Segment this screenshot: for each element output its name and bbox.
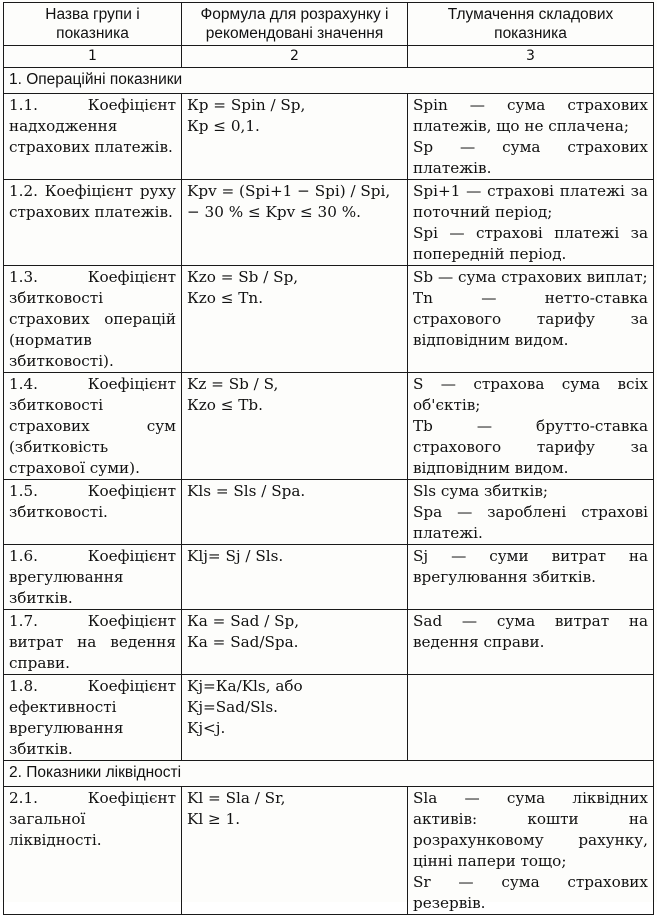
indicator-formula: [182, 266, 408, 373]
table-header-row: [4, 3, 654, 46]
formula-line: Kj=Sad/Sls.: [187, 698, 278, 716]
indicator-name: 1.2. Коефіцієнт руху страхових платежів.: [4, 180, 182, 266]
indicator-name: 1.4. Коефіцієнт збитковості страхових сум (збитковість страхової суми).: [4, 373, 182, 480]
formula-line: Кzo = Sb / Sp,: [187, 268, 299, 286]
section-row: [4, 68, 654, 94]
explanation-line: Spa — зароблені страхові платежі.: [413, 503, 648, 542]
table-body: [4, 68, 654, 915]
table-row: [4, 787, 654, 915]
explanation-line: Sb — сума страхових виплат;: [413, 268, 648, 286]
indicator-formula: [182, 545, 408, 610]
explanation-line: Sls сума збитків;: [413, 482, 548, 500]
section-row: [4, 761, 654, 787]
indicator-explanation: [408, 94, 654, 180]
explanation-line: Sad — сума витрат на ведення справи.: [413, 612, 648, 651]
formula-line: Kl = Sla / Sr,: [187, 789, 286, 807]
indicator-formula: [182, 480, 408, 545]
formula-line: Kl ≥ 1.: [187, 810, 241, 828]
column-number-2: 2: [182, 46, 408, 68]
indicator-formula: [182, 94, 408, 180]
indicator-explanation: [408, 675, 654, 761]
formula-line: Кzo ≤ Tn.: [187, 289, 264, 307]
indicator-name: 1.6. Коефіцієнт врегулювання збитків.: [4, 545, 182, 610]
indicator-explanation: [408, 180, 654, 266]
formula-line: Ка = Sad / Sp,: [187, 612, 300, 630]
table-row: [4, 545, 654, 610]
column-numbers-row: [4, 46, 654, 68]
indicator-explanation: [408, 545, 654, 610]
section-title: 2. Показники ліквідності: [4, 761, 654, 787]
formula-line: Klj= Sj / Sls.: [187, 547, 284, 565]
header-explanation: Тлумачення складових показника: [408, 3, 654, 46]
column-number-1: 1: [4, 46, 182, 68]
formula-line: Kj<j.: [187, 719, 226, 737]
table-row: [4, 675, 654, 761]
explanation-line: Spin — сума страхових платежів, що не сплачена;: [413, 96, 648, 135]
section-title: 1. Операційні показники: [4, 68, 654, 94]
indicator-name: 1.5. Коефіцієнт збитковості.: [4, 480, 182, 545]
indicator-explanation: [408, 787, 654, 915]
formula-line: Kls = Sls / Spa.: [187, 482, 306, 500]
indicator-name: 2.1. Коефіцієнт загальної ліквідності.: [4, 787, 182, 915]
explanation-line: Sj — суми витрат на врегулювання збитків.: [413, 547, 648, 586]
table-row: [4, 266, 654, 373]
formula-line: Ка = Sad/Spa.: [187, 633, 299, 651]
table-row: [4, 180, 654, 266]
indicator-formula: [182, 787, 408, 915]
table-row: [4, 94, 654, 180]
indicator-explanation: [408, 373, 654, 480]
header-formula: Формула для розрахунку і рекомендовані значення: [182, 3, 408, 46]
indicator-explanation: [408, 266, 654, 373]
header-name: Назва групи і показника: [4, 3, 182, 46]
indicator-formula: [182, 610, 408, 675]
formula-line: Кр ≤ 0,1.: [187, 117, 260, 135]
formula-line: Кzo ≤ Tb.: [187, 396, 263, 414]
indicator-name: 1.7. Коефіцієнт витрат на ведення справи.: [4, 610, 182, 675]
indicator-formula: [182, 373, 408, 480]
explanation-line: Spi+1 — страхові платежі за поточний період;: [413, 182, 648, 221]
indicator-name: 1.8. Коефіцієнт ефективності врегулювання збитків.: [4, 675, 182, 761]
formula-line: Kj=Ка/Kls, або: [187, 677, 303, 695]
table-row: [4, 373, 654, 480]
indicator-name: 1.1. Коефіцієнт надходження страхових платежів.: [4, 94, 182, 180]
column-number-3: 3: [408, 46, 654, 68]
formula-line: Kpv = (Spi+1 − Spi) / Spi,: [187, 182, 391, 200]
explanation-line: Sr — сума страхових резервів.: [413, 873, 648, 912]
formula-line: − 30 % ≤ Kpv ≤ 30 %.: [187, 203, 361, 221]
formula-line: Кр = Spin / Sp,: [187, 96, 306, 114]
indicator-explanation: [408, 480, 654, 545]
table-row: [4, 480, 654, 545]
explanation-line: S — страхова сума всіх об'єктів;: [413, 375, 648, 414]
explanation-line: Spi — страхові платежі за попередній період.: [413, 224, 648, 263]
explanation-line: Tb — брутто-ставка страхового тарифу за відповідним видом.: [413, 417, 648, 477]
explanation-line: Tn — нетто-ставка страхового тарифу за відповідним видом.: [413, 289, 648, 349]
explanation-line: Sla — сума ліквідних активів: кошти на розрахунковому рахунку, цінні папери тощо;: [413, 789, 648, 870]
indicator-name: 1.3. Коефіцієнт збитковості страхових операцій (норматив збитковості).: [4, 266, 182, 373]
indicator-formula: [182, 180, 408, 266]
indicators-table: [3, 2, 654, 915]
formula-line: Kz = Sb / S,: [187, 375, 279, 393]
indicator-formula: [182, 675, 408, 761]
indicator-explanation: [408, 610, 654, 675]
explanation-line: Sp — сума страхових платежів.: [413, 138, 648, 177]
table-row: [4, 610, 654, 675]
